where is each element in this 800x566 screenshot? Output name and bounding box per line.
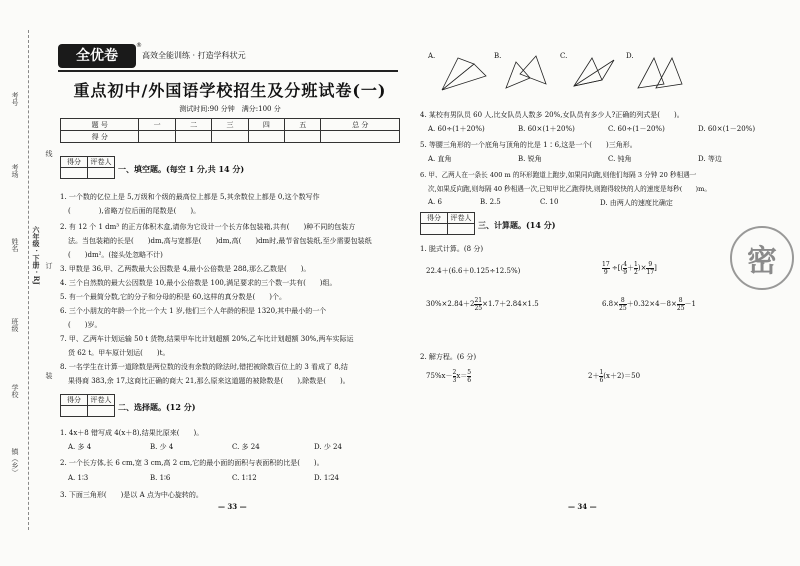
grader-score-label: 得分: [421, 213, 448, 224]
brand-slogan: 高效全能训练 · 打造学科状元: [142, 51, 246, 60]
question-text: 法。当包装箱的长是( )dm,高与宽都是( )dm,高( )dm时,最节省包装纸,至少需要包装纸: [68, 237, 372, 245]
triangle-figure-a: [436, 50, 492, 94]
triangle-figure-b: [500, 50, 556, 94]
score-input-cell[interactable]: [212, 131, 248, 143]
option[interactable]: D. 1∶24: [314, 474, 339, 482]
grader-score-label: 得分: [61, 157, 88, 168]
figure-option-c[interactable]: C.: [560, 52, 568, 60]
grader-name-label: 评卷人: [448, 213, 475, 224]
score-input-cell[interactable]: [175, 131, 211, 143]
figure-option-a[interactable]: A.: [428, 52, 436, 60]
calc-expression-2: $\frac{17}{9}$ ÷[( $\frac{4}{9}$ ＋ $\frac{1}{2}$ )× $\frac{9}{17}$ ]: [602, 260, 657, 276]
score-cell: 五: [285, 119, 321, 131]
expr-part: －8×: [659, 300, 677, 308]
question-text: ( )岁。: [68, 321, 102, 329]
calc-expression-4: [602, 296, 696, 312]
expr-part: x＝: [456, 372, 468, 380]
score-cell: 四: [248, 119, 284, 131]
expr-part: 6.8×: [602, 300, 619, 308]
fraction: $\frac{8}{25}$: [676, 296, 685, 312]
question-text: 6. 三个小朋友的年龄一个比一个大 1 岁,他们三个人年龄的积是 1320,其中最小的一个: [60, 307, 327, 315]
expr-part: ×1.7＋2.84×1.5: [482, 300, 539, 308]
option[interactable]: A. 60÷(1＋20%): [428, 125, 485, 133]
question-text: 6. 甲、乙两人在一条长 400 m 的环形跑道上跑步,如果同向跑,则他们每隔 3 分钟 20 秒相遇一: [420, 171, 697, 179]
name-label: 姓名: [11, 238, 19, 252]
score-input-cell[interactable]: [285, 131, 321, 143]
figure-option-d[interactable]: D.: [626, 52, 634, 60]
question-text: ( )dm²。(接头处忽略不计): [68, 251, 163, 259]
grader-name-cell[interactable]: [88, 168, 115, 179]
option[interactable]: B. 锐角: [518, 155, 542, 163]
question-text: 2. 有 12 个 1 dm³ 的正方体积木盒,请你为它设计一个长方体包装箱,共有( )种不同的包装方: [60, 223, 356, 231]
option[interactable]: D. 60×(1－20%): [698, 125, 756, 133]
fraction: $\frac{1}{6}$: [599, 368, 604, 384]
expr-part: (x＋2)＝50: [603, 372, 641, 380]
equation-2: [588, 368, 640, 384]
grader-score-cell[interactable]: [421, 224, 448, 235]
score-input-cell[interactable]: [139, 131, 175, 143]
fraction: $\frac{17}{9}$: [602, 260, 610, 276]
question-text: 4. 某校有男队员 60 人,比女队员人数多 20%,女队员有多少人?正确的列式是( )。: [420, 111, 684, 119]
question-text: 7. 甲、乙两车计划运输 50 t 货物,结果甲车比计划超额 20%,乙车比计划超额 30%,两车实际运: [60, 335, 354, 343]
option[interactable]: A. 6: [428, 198, 442, 206]
score-cell: 题 号: [61, 119, 139, 131]
room-label: 考场: [11, 164, 19, 178]
grader-name-label: 评卷人: [88, 395, 115, 406]
cut-line: [28, 30, 29, 530]
question-text: 5. 等腰三角形的一个底角与顶角的比是 1∶6,这是一个( )三角形。: [420, 141, 637, 149]
question-text: 5. 有一个最简分数,它的分子和分母的积是 60,这样的真分数是( )个。: [60, 293, 286, 301]
exam-no-label: 考号: [11, 92, 19, 106]
option[interactable]: B. 60×(1＋20%): [518, 125, 575, 133]
option[interactable]: A. 多 4: [68, 443, 92, 451]
grader-box: [420, 212, 475, 235]
score-input-cell[interactable]: [321, 131, 400, 143]
question-text: 4. 三个自然数的最大公因数是 10,最小公倍数是 100,满足要求的三个数一共有( )组。: [60, 279, 337, 287]
expr-part: 30%×2.84＋2: [426, 300, 475, 308]
expr-part: 75%x－: [426, 372, 453, 380]
fraction: $\frac{8}{25}$: [619, 296, 627, 312]
option[interactable]: B. 2.5: [480, 198, 501, 206]
page-number-left: — 33 —: [218, 502, 247, 511]
figure-option-b[interactable]: B.: [494, 52, 502, 60]
option[interactable]: B. 少 4: [150, 443, 174, 451]
cut-mark-zhuang: 装: [45, 372, 53, 379]
score-cell: 一: [139, 119, 175, 131]
calc-part-1-label: 1. 脱式计算。(8 分): [420, 245, 484, 253]
question-text: 果得商 383,余 17,这商比正确的商大 21,那么原来这道题的被除数是( ),除数是( )。: [68, 377, 350, 385]
exam-title: 重点初中/外国语学校招生及分班试卷(一): [73, 81, 387, 100]
fraction: $\frac{1}{2}$: [634, 260, 638, 276]
question-text: 3. 下面三角形( )是以 A 点为中心旋转的。: [60, 491, 203, 499]
score-cell: 得 分: [61, 131, 139, 143]
option[interactable]: C. 钝角: [608, 155, 632, 163]
option[interactable]: D. 等边: [698, 155, 722, 163]
score-cell: 三: [212, 119, 248, 131]
grade-label: 六年级 · 下册 · RJ: [32, 226, 41, 285]
score-cell: 总 分: [321, 119, 400, 131]
section-1-heading: 一、填空题。(每空 1 分,共 14 分): [118, 164, 245, 174]
equation-1: [426, 368, 471, 384]
grader-name-cell[interactable]: [88, 406, 115, 417]
option[interactable]: C. 多 24: [232, 443, 260, 451]
expr-part: －1: [684, 300, 696, 308]
triangle-figure-c: [566, 50, 622, 94]
grader-name-label: 评卷人: [88, 157, 115, 168]
option[interactable]: D. 由两人的速度比确定: [600, 199, 673, 207]
calc-expression-1: 22.4＋(6.6＋0.125÷12.5%): [426, 267, 521, 275]
section-2-heading: 二、选择题。(12 分): [118, 402, 196, 412]
question-text: 货 62 t。甲车原计划运( )t。: [68, 349, 170, 357]
fraction: $\frac{21}{25}$: [474, 296, 483, 312]
fraction: $\frac{4}{9}$: [623, 260, 628, 276]
section-3-heading: 三、计算题。(14 分): [478, 220, 556, 230]
grader-name-cell[interactable]: [448, 224, 475, 235]
registered-mark: ®: [136, 42, 142, 49]
grader-score-cell[interactable]: [61, 168, 88, 179]
cut-mark-line: 线: [45, 150, 53, 157]
expr-part: ＋0.32×4: [626, 300, 660, 308]
school-label: 学校: [11, 384, 19, 398]
option[interactable]: A. 1∶3: [68, 474, 89, 482]
grader-score-label: 得分: [61, 395, 88, 406]
score-table-score-row: [61, 131, 400, 143]
question-text: 2. 一个长方体,长 6 cm,宽 3 cm,高 2 cm,它的最小面的面积与表面积的比是( )。: [60, 459, 324, 467]
triangle-figure-d: [634, 50, 690, 94]
option[interactable]: C. 1∶12: [232, 474, 257, 482]
option[interactable]: D. 少 24: [314, 443, 342, 451]
confidential-stamp: 密: [730, 226, 794, 290]
grader-score-cell[interactable]: [61, 406, 88, 417]
question-text: 1. 4x＋8 错写成 4(x＋8),结果比原来( )。: [60, 429, 204, 437]
score-input-cell[interactable]: [248, 131, 284, 143]
fraction: $\frac{2}{3}$: [452, 368, 457, 384]
exam-subtitle: 测试时间:90 分钟 满分:100 分: [179, 105, 281, 113]
expr-part: 2＋: [588, 372, 600, 380]
question-text: ( ),省略万位后面的尾数是( )。: [68, 207, 201, 215]
score-table: [60, 118, 400, 143]
grader-box: [60, 156, 115, 179]
fraction: $\frac{9}{17}$: [646, 260, 655, 276]
page-number-right: — 34 —: [568, 502, 597, 511]
option[interactable]: A. 直角: [428, 155, 452, 163]
question-text: 3. 甲数是 36,甲、乙两数最大公因数是 4,最小公倍数是 288,那么乙数是( )。: [60, 265, 311, 273]
option[interactable]: C. 10: [540, 198, 559, 206]
header-rule: [58, 70, 398, 72]
option[interactable]: B. 1∶6: [150, 474, 171, 482]
fraction: $\frac{5}{6}$: [467, 368, 472, 384]
question-text: 次,如果反向跑,则每隔 40 秒相遇一次,已知甲比乙跑得快,则跑得较快的人的速度是每秒( )m。: [428, 185, 711, 193]
question-text: 1. 一个数的亿位上是 5,万级和个级的最高位上都是 5,其余数位上都是 0,这个数写作: [60, 193, 320, 201]
grader-box: [60, 394, 115, 417]
town-label: 镇（乡）: [11, 448, 19, 476]
score-cell: 二: [175, 119, 211, 131]
option[interactable]: C. 60÷(1－20%): [608, 125, 665, 133]
calc-expression-3: [426, 296, 539, 312]
brand-logo: 全优卷: [58, 44, 136, 68]
binding-margin: [0, 0, 53, 566]
score-table-header-row: [61, 119, 400, 131]
calc-part-2-label: 2. 解方程。(6 分): [420, 353, 477, 361]
question-text: 8. 一名学生在计算一道除数是两位数的没有余数的除法时,错把被除数百位上的 3 看成了 8,结: [60, 363, 348, 371]
class-label: 班级: [11, 318, 19, 332]
cut-mark-ding: 订: [45, 262, 53, 269]
